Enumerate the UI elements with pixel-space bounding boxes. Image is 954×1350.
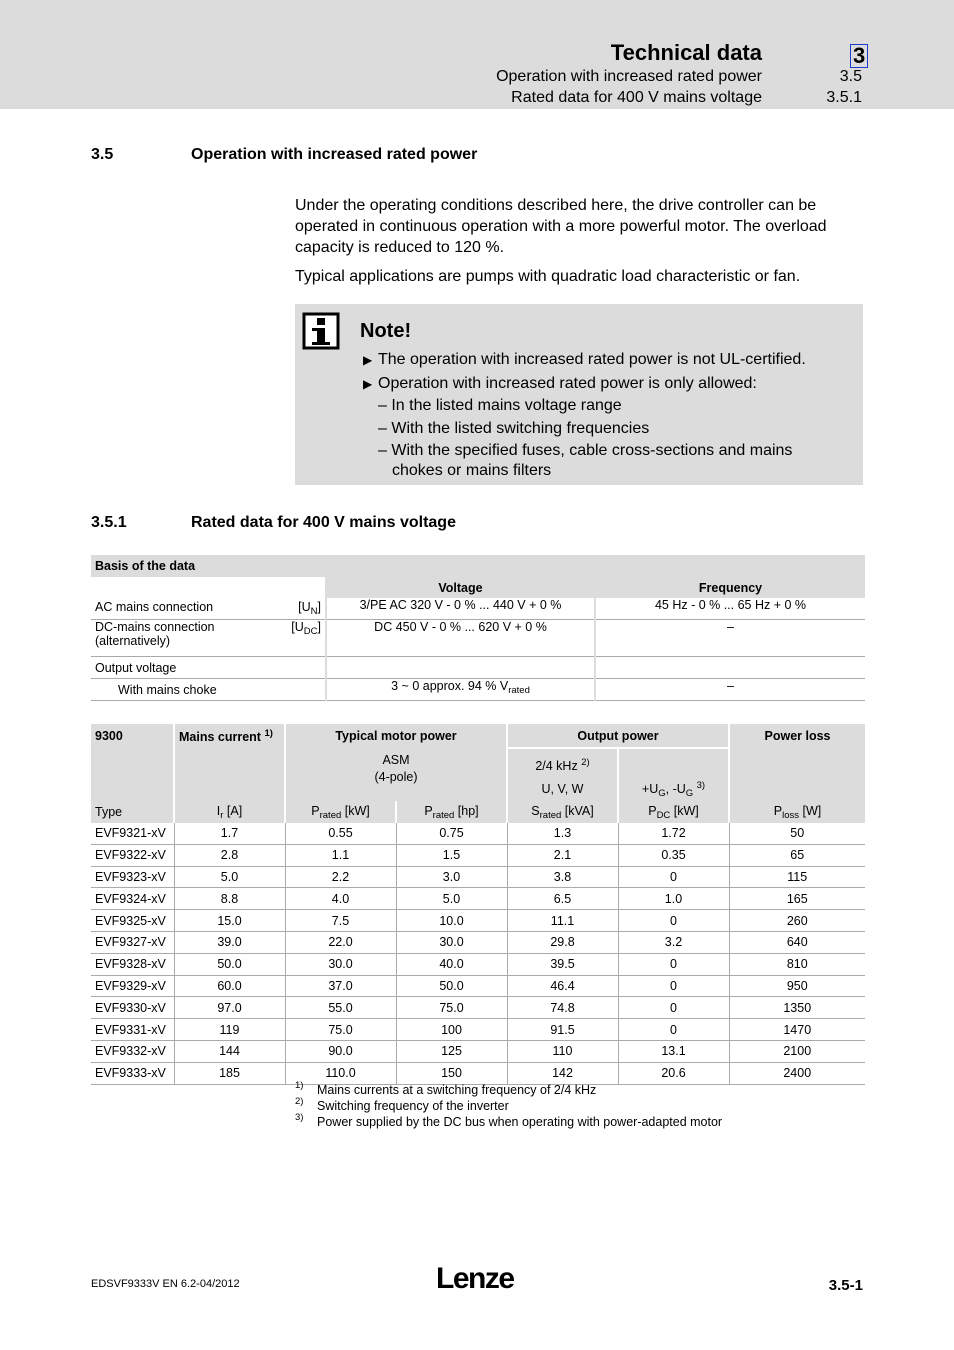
cell-type: EVF9328-xV bbox=[91, 953, 174, 975]
ug-label: $+U_G$, $-U_G$ $^{3)}$ bbox=[618, 748, 729, 801]
cell-value: 100 bbox=[396, 1019, 507, 1041]
cell-value: 97.0 bbox=[174, 997, 285, 1019]
cell-value: 30.0 bbox=[285, 953, 396, 975]
cell-value: 119 bbox=[174, 1019, 285, 1041]
cell-value: 7.5 bbox=[285, 910, 396, 932]
cell-value: 185 bbox=[174, 1062, 285, 1084]
header-subnum-1: 3.5 bbox=[839, 68, 862, 85]
cell-value: 0 bbox=[618, 866, 729, 888]
table-row bbox=[91, 1062, 865, 1084]
table-row bbox=[91, 823, 865, 844]
row-ac-label: AC mains connection $[U_N]$ bbox=[91, 598, 326, 620]
basis-table bbox=[91, 555, 865, 701]
cell-value: 13.1 bbox=[618, 1040, 729, 1062]
table-row bbox=[91, 910, 865, 932]
cell-value: 29.8 bbox=[507, 931, 618, 953]
cell-value: 1.7 bbox=[174, 823, 285, 844]
cell-value: 40.0 bbox=[396, 953, 507, 975]
cell-value: 810 bbox=[729, 953, 865, 975]
cell-value: 144 bbox=[174, 1040, 285, 1062]
header-band bbox=[0, 0, 954, 109]
unit-prated-kw: $P_{rated}$ [kW] bbox=[285, 801, 396, 823]
ac-voltage: 3/PE AC 320 V - 0 % ... 440 V + 0 % bbox=[326, 598, 595, 620]
cell-type: EVF9331-xV bbox=[91, 1019, 174, 1041]
header-motor-power: Typical motor power bbox=[285, 724, 507, 748]
rated-data-table bbox=[91, 724, 865, 1085]
cell-value: 5.0 bbox=[396, 888, 507, 910]
intro-paragraph-2: Typical applications are pumps with quadratic load characteristic or fan. bbox=[295, 268, 801, 285]
header-mains-current: Mains current $^{1)}$ bbox=[174, 724, 285, 748]
blank-cell bbox=[91, 577, 326, 598]
cell-value: 39.0 bbox=[174, 931, 285, 953]
table-row bbox=[91, 1019, 865, 1041]
cell-value: 5.0 bbox=[174, 866, 285, 888]
note-box bbox=[295, 304, 863, 485]
table-row bbox=[91, 931, 865, 953]
table-body bbox=[91, 823, 865, 1084]
header-output-power: Output power bbox=[507, 724, 729, 748]
header-power-loss: Power loss bbox=[729, 724, 865, 748]
cell-value: 1350 bbox=[729, 997, 865, 1019]
cell-value: 3.0 bbox=[396, 866, 507, 888]
header-subnum-2: 3.5.1 bbox=[826, 89, 862, 106]
cell-value: 50.0 bbox=[174, 953, 285, 975]
dc-voltage: DC 450 V - 0 % ... 620 V + 0 % bbox=[326, 620, 595, 657]
cell-value: 0 bbox=[618, 910, 729, 932]
table-row bbox=[91, 888, 865, 910]
col-frequency: Frequency bbox=[595, 577, 865, 598]
section-title: Operation with increased rated power bbox=[191, 146, 478, 163]
choke-frequency: – bbox=[595, 679, 865, 701]
cell-type: EVF9325-xV bbox=[91, 910, 174, 932]
document-code: EDSVF9333V EN 6.2-04/2012 bbox=[91, 1278, 240, 1290]
table-row bbox=[91, 1040, 865, 1062]
cell-value: 1.0 bbox=[618, 888, 729, 910]
dc-frequency: – bbox=[595, 620, 865, 657]
cell-value: 39.5 bbox=[507, 953, 618, 975]
table-row bbox=[91, 975, 865, 997]
cell-value: 150 bbox=[396, 1062, 507, 1084]
cell-type: EVF9324-xV bbox=[91, 888, 174, 910]
cell-type: EVF9329-xV bbox=[91, 975, 174, 997]
unit-type: Type bbox=[91, 801, 174, 823]
note-dash-item-cont: chokes or mains filters bbox=[392, 462, 552, 479]
basis-title: Basis of the data bbox=[91, 555, 865, 577]
cell-value: 260 bbox=[729, 910, 865, 932]
cell-value: 20.6 bbox=[618, 1062, 729, 1084]
cell-type: EVF9321-xV bbox=[91, 823, 174, 844]
intro-paragraph: Under the operating conditions described here, the drive controller can be operated in continuous operation with a more powerful motor. The overload capacity is reduced to 120 %. bbox=[295, 197, 827, 256]
cell-value: 2.2 bbox=[285, 866, 396, 888]
note-title: Note! bbox=[360, 320, 412, 342]
cell-value: 50.0 bbox=[396, 975, 507, 997]
cell-value: 950 bbox=[729, 975, 865, 997]
cell-value: 37.0 bbox=[285, 975, 396, 997]
cell-type: EVF9330-xV bbox=[91, 997, 174, 1019]
arrow-right-icon: ▶ bbox=[363, 353, 373, 367]
cell-value: 1.1 bbox=[285, 844, 396, 866]
note-bullet: ▶ Operation with increased rated power is only allowed: bbox=[363, 375, 757, 392]
cell-value: 8.8 bbox=[174, 888, 285, 910]
cell-type: EVF9323-xV bbox=[91, 866, 174, 888]
row-dc-label: $[U_{DC}]$ DC-mains connection (alternatively) bbox=[91, 620, 326, 657]
note-bullet: ▶ The operation with increased rated power is not UL-certified. bbox=[363, 351, 806, 368]
cell-value: 0 bbox=[618, 997, 729, 1019]
cell-value: 1.3 bbox=[507, 823, 618, 844]
cell-value: 125 bbox=[396, 1040, 507, 1062]
chapter-number-link[interactable]: 3 bbox=[850, 44, 868, 68]
note-dash-item: – In the listed mains voltage range bbox=[378, 397, 622, 414]
cell-value: 3.8 bbox=[507, 866, 618, 888]
asm-label: ASM (4-pole) bbox=[285, 748, 507, 801]
cell-value: 74.8 bbox=[507, 997, 618, 1019]
page-number: 3.5-1 bbox=[828, 1277, 863, 1294]
arrow-right-icon: ▶ bbox=[363, 377, 373, 391]
header-series: 9300 bbox=[91, 724, 174, 748]
unit-srated: $S_{rated}$ [kVA] bbox=[507, 801, 618, 823]
cell-value: 11.1 bbox=[507, 910, 618, 932]
header-subtitle-1: Operation with increased rated power bbox=[496, 68, 762, 85]
cell-value: 75.0 bbox=[396, 997, 507, 1019]
cell-value: 1.5 bbox=[396, 844, 507, 866]
empty-cell bbox=[326, 657, 595, 679]
blank-cell bbox=[91, 748, 174, 801]
cell-value: 3.2 bbox=[618, 931, 729, 953]
unit-ploss: $P_{loss}$ [W] bbox=[729, 801, 865, 823]
table-row bbox=[91, 997, 865, 1019]
cell-value: 640 bbox=[729, 931, 865, 953]
cell-value: 6.5 bbox=[507, 888, 618, 910]
note-dash-item: – With the listed switching frequencies bbox=[378, 420, 650, 437]
table-row bbox=[91, 844, 865, 866]
cell-value: 30.0 bbox=[396, 931, 507, 953]
note-dash-item: – With the specified fuses, cable cross-sections and mains bbox=[378, 442, 793, 459]
cell-value: 110.0 bbox=[285, 1062, 396, 1084]
cell-value: 1.72 bbox=[618, 823, 729, 844]
cell-type: EVF9332-xV bbox=[91, 1040, 174, 1062]
lenze-logo: Lenze bbox=[436, 1262, 514, 1295]
cell-value: 1470 bbox=[729, 1019, 865, 1041]
cell-value: 142 bbox=[507, 1062, 618, 1084]
cell-value: 115 bbox=[729, 866, 865, 888]
cell-type: EVF9327-xV bbox=[91, 931, 174, 953]
cell-value: 55.0 bbox=[285, 997, 396, 1019]
cell-value: 91.5 bbox=[507, 1019, 618, 1041]
cell-type: EVF9333-xV bbox=[91, 1062, 174, 1084]
row-choke-label: With mains choke bbox=[91, 679, 326, 701]
cell-value: 0 bbox=[618, 953, 729, 975]
cell-value: 90.0 bbox=[285, 1040, 396, 1062]
cell-value: 110 bbox=[507, 1040, 618, 1062]
cell-value: 10.0 bbox=[396, 910, 507, 932]
unit-prated-hp: $P_{rated}$ [hp] bbox=[396, 801, 507, 823]
chapter-title: Technical data bbox=[610, 40, 762, 65]
cell-value: 0 bbox=[618, 1019, 729, 1041]
unit-pdc: $P_{DC}$ [kW] bbox=[618, 801, 729, 823]
cell-value: 60.0 bbox=[174, 975, 285, 997]
cell-value: 65 bbox=[729, 844, 865, 866]
cell-value: 2.8 bbox=[174, 844, 285, 866]
col-voltage: Voltage bbox=[326, 577, 595, 598]
subsection-number: 3.5.1 bbox=[91, 514, 127, 531]
choke-voltage: 3 ~ 0 approx. 94 % $V_{rated}$ bbox=[326, 679, 595, 701]
blank-cell bbox=[729, 748, 865, 801]
ac-frequency: 45 Hz - 0 % ... 65 Hz + 0 % bbox=[595, 598, 865, 620]
header-subtitle-2: Rated data for 400 V mains voltage bbox=[511, 89, 762, 106]
cell-value: 165 bbox=[729, 888, 865, 910]
cell-value: 2400 bbox=[729, 1062, 865, 1084]
cell-value: 0 bbox=[618, 975, 729, 997]
cell-value: 0.55 bbox=[285, 823, 396, 844]
cell-value: 4.0 bbox=[285, 888, 396, 910]
cell-value: 50 bbox=[729, 823, 865, 844]
switching-freq: 2/4 kHz $^{2)}$ U, V, W bbox=[507, 748, 618, 801]
info-icon bbox=[302, 312, 340, 350]
cell-type: EVF9322-xV bbox=[91, 844, 174, 866]
table-row bbox=[91, 866, 865, 888]
subsection-title: Rated data for 400 V mains voltage bbox=[191, 514, 456, 531]
cell-value: 0.75 bbox=[396, 823, 507, 844]
section-number: 3.5 bbox=[91, 146, 114, 163]
cell-value: 75.0 bbox=[285, 1019, 396, 1041]
cell-value: 15.0 bbox=[174, 910, 285, 932]
cell-value: 2.1 bbox=[507, 844, 618, 866]
cell-value: 2100 bbox=[729, 1040, 865, 1062]
row-output-label: Output voltage bbox=[91, 657, 326, 679]
cell-value: 22.0 bbox=[285, 931, 396, 953]
empty-cell bbox=[595, 657, 865, 679]
cell-value: 46.4 bbox=[507, 975, 618, 997]
blank-cell bbox=[174, 748, 285, 801]
cell-value: 0.35 bbox=[618, 844, 729, 866]
unit-ir: $I_r$ [A] bbox=[174, 801, 285, 823]
table-row bbox=[91, 953, 865, 975]
